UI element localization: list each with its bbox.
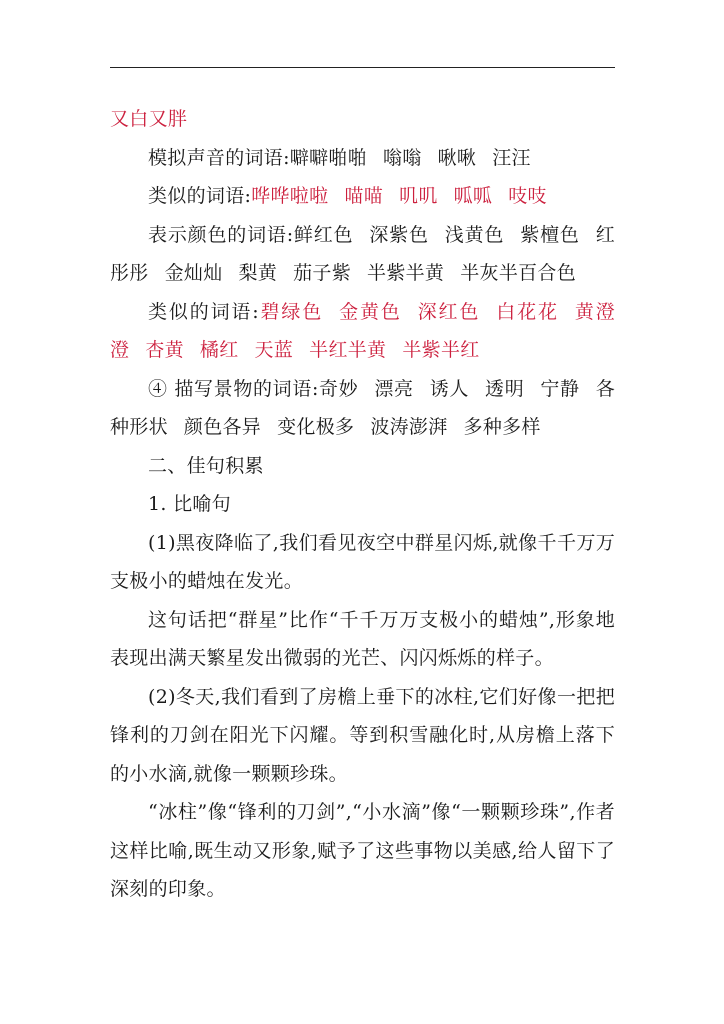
similar-color-word: 碧绿色: [258, 300, 324, 323]
similar-sound-word: 喵喵: [344, 185, 384, 207]
scenery-word: 诱人: [429, 377, 470, 400]
color-word: 紫檀色: [520, 223, 580, 246]
scenery-word: 宁静: [540, 377, 580, 400]
red-phrase-line: 又白又胖: [110, 108, 188, 130]
similar-color-words-paragraph: [110, 293, 615, 370]
sound-word: 汪汪: [492, 146, 531, 169]
similar-color-word: 白花花: [496, 300, 559, 323]
color-word: 半紫半黄: [367, 262, 445, 284]
sound-word: 噼噼啪啪: [289, 146, 368, 169]
scenery-word: 各种形状: [110, 377, 615, 438]
scenery-word: 透明: [485, 377, 525, 400]
similar-words-label: 类似的词语:: [148, 185, 252, 207]
similar-color-label: 类似的词语:: [148, 300, 259, 323]
similar-color-word: 黄澄澄: [110, 300, 615, 361]
scenery-word: 奇妙: [318, 377, 359, 400]
similar-color-word: 橘红: [199, 339, 239, 361]
similar-color-word: 天蓝: [254, 339, 294, 361]
sound-word: 嗡嗡: [383, 146, 422, 169]
example-sentence-2: (2)冬天,我们看到了房檐上垂下的冰柱,它们好像一把把锋利的刀剑在阳光下闪耀。等到积雪融化时,从房檐上落下的小水滴,就像一颗颗珍珠。: [110, 685, 615, 785]
similar-sound-word: 呱呱: [453, 185, 493, 207]
scenery-word: 多种多样: [463, 416, 541, 438]
sound-words-label: 模拟声音的词语:: [148, 146, 290, 169]
color-word: 金灿灿: [164, 262, 223, 284]
color-word: 梨黄: [238, 262, 278, 284]
document-body: [110, 100, 615, 909]
similar-sound-words-paragraph: [110, 177, 615, 216]
scenery-word: 漂亮: [374, 377, 414, 400]
similar-color-word: 金黄色: [339, 300, 402, 323]
similar-sound-word: 吱吱: [508, 185, 547, 207]
sound-words-paragraph: [110, 139, 615, 178]
sound-word: 啾啾: [437, 146, 477, 169]
example-note-2: “冰柱”像“锋利的刀剑”,“小水滴”像“一颗颗珍珠”,作者这样比喻,既生动又形象,赋予了这些事物以美感,给人留下了深刻的印象。: [110, 801, 615, 900]
similar-color-word: 杏黄: [145, 339, 184, 361]
similar-color-word: 半红半黄: [309, 339, 387, 361]
scenery-word: 变化极多: [277, 416, 355, 438]
color-words-label: 表示颜色的词语:: [148, 223, 294, 246]
similar-color-word: 半紫半红: [402, 339, 480, 361]
scenery-words-paragraph: [110, 370, 615, 447]
color-word: 半灰半百合色: [460, 262, 577, 284]
subsection-heading: 1. 比喻句: [148, 493, 231, 515]
header-rule: [110, 67, 615, 68]
scenery-word: 颜色各异: [183, 416, 262, 438]
scenery-words-label: ④ 描写景物的词语:: [148, 377, 319, 400]
example-sentence-1: (1)黑夜降临了,我们看见夜空中群星闪烁,就像千千万万支极小的蜡烛在发光。: [110, 531, 615, 592]
color-word: 深紫色: [369, 223, 429, 246]
similar-sound-word: 叽叽: [399, 185, 438, 207]
color-word: 红彤彤: [110, 223, 616, 284]
section-heading: 二、佳句积累: [148, 454, 264, 477]
color-word: 鲜红色: [293, 223, 354, 246]
color-word: 茄子紫: [293, 262, 352, 284]
similar-sound-word: 哗哗啦啦: [251, 185, 329, 207]
color-word: 浅黄色: [444, 223, 505, 246]
color-words-paragraph: [110, 216, 615, 293]
scenery-word: 波涛澎湃: [370, 416, 448, 438]
example-note-1: 这句话把“群星”比作“千千万万支极小的蜡烛”,形象地表现出满天繁星发出微弱的光芒、闪闪烁烁的样子。: [110, 608, 615, 669]
similar-color-word: 深红色: [417, 300, 481, 323]
